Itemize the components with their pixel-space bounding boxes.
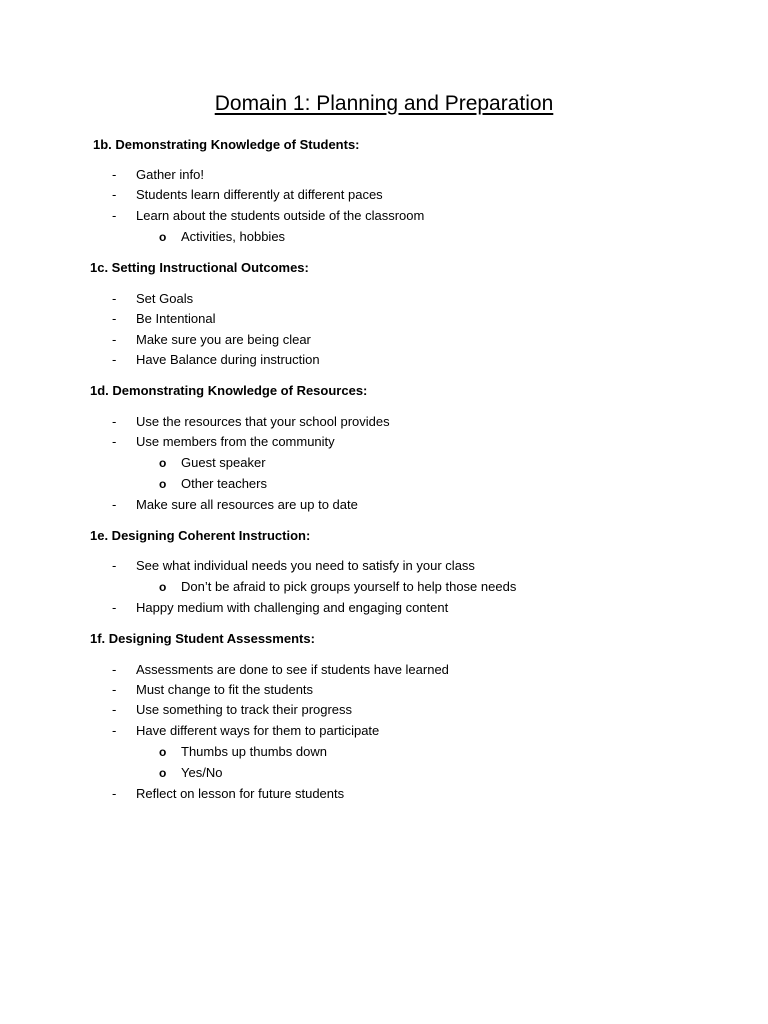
sub-list-item-text: Activities, hobbies xyxy=(181,229,286,244)
list-item-text: Students learn differently at different paces xyxy=(136,187,383,202)
list-item-text: Set Goals xyxy=(136,291,194,306)
dash-marker: - xyxy=(112,702,117,717)
dash-marker: - xyxy=(112,352,117,367)
sub-list-item-text: Yes/No xyxy=(181,765,223,780)
dash-marker: - xyxy=(112,682,117,697)
dash-marker: - xyxy=(112,414,117,429)
dash-marker: - xyxy=(112,208,117,223)
list-item-text: Use members from the community xyxy=(136,434,335,449)
circle-bullet-icon: o xyxy=(159,766,167,780)
list-item-text: Learn about the students outside of the classroom xyxy=(136,208,425,223)
list-item-text: Must change to fit the students xyxy=(136,682,314,697)
dash-marker: - xyxy=(112,332,117,347)
section-heading-1d: 1d. Demonstrating Knowledge of Resources: xyxy=(90,383,368,398)
sub-list-item-text: Thumbs up thumbs down xyxy=(181,744,327,759)
list-item-text: Happy medium with challenging and engaging content xyxy=(136,600,449,615)
page-title: Domain 1: Planning and Preparation xyxy=(214,92,554,115)
dash-marker: - xyxy=(112,291,117,306)
list-item-text: Be Intentional xyxy=(136,311,216,326)
list-item-text: Have different ways for them to participate xyxy=(136,723,380,738)
circle-bullet-icon: o xyxy=(159,580,167,594)
list-item-text: Assessments are done to see if students have learned xyxy=(136,662,449,677)
dash-marker: - xyxy=(112,600,117,615)
dash-marker: - xyxy=(112,786,117,801)
sub-list-item-text: Don’t be afraid to pick groups yourself to help those needs xyxy=(181,579,517,594)
dash-marker: - xyxy=(112,662,117,677)
dash-marker: - xyxy=(112,311,117,326)
list-item-text: Use the resources that your school provides xyxy=(136,414,390,429)
dash-marker: - xyxy=(112,497,117,512)
list-item-text: Make sure you are being clear xyxy=(136,332,311,347)
dash-marker: - xyxy=(112,723,117,738)
list-item-text: Make sure all resources are up to date xyxy=(136,497,358,512)
circle-bullet-icon: o xyxy=(159,477,167,491)
dash-marker: - xyxy=(112,187,117,202)
section-heading-1b: 1b. Demonstrating Knowledge of Students: xyxy=(93,137,360,152)
section-heading-1f: 1f. Designing Student Assessments: xyxy=(90,631,315,646)
section-heading-1e: 1e. Designing Coherent Instruction: xyxy=(90,528,311,543)
circle-bullet-icon: o xyxy=(159,230,167,244)
dash-marker: - xyxy=(112,167,117,182)
dash-marker: - xyxy=(112,434,117,449)
list-item-text: Have Balance during instruction xyxy=(136,352,320,367)
dash-marker: - xyxy=(112,558,117,573)
sub-list-item-text: Other teachers xyxy=(181,476,267,491)
circle-bullet-icon: o xyxy=(159,745,167,759)
list-item-text: Use something to track their progress xyxy=(136,702,353,717)
section-heading-1c: 1c. Setting Instructional Outcomes: xyxy=(90,260,309,275)
list-item-text: Gather info! xyxy=(136,167,204,182)
circle-bullet-icon: o xyxy=(159,456,167,470)
list-item-text: See what individual needs you need to satisfy in your class xyxy=(136,558,475,573)
list-item-text: Reflect on lesson for future students xyxy=(136,786,345,801)
sub-list-item-text: Guest speaker xyxy=(181,455,266,470)
